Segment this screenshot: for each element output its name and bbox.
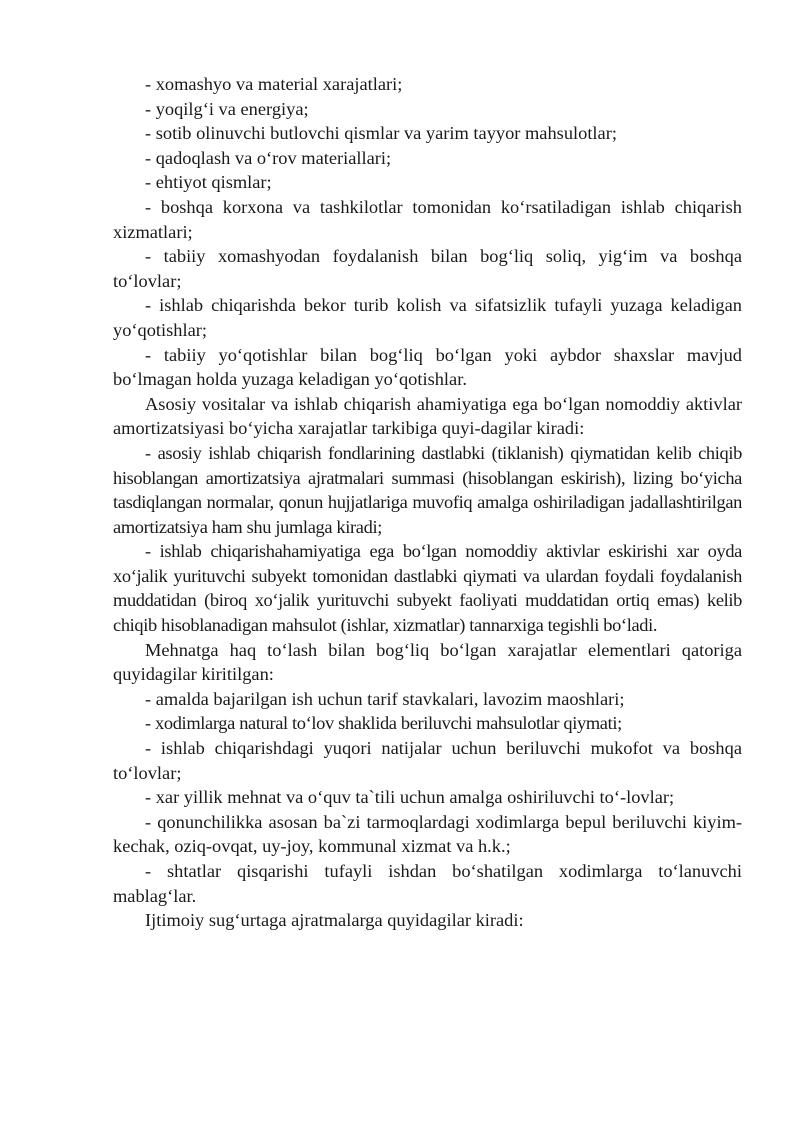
body-paragraph: Asosiy vositalar va ishlab chiqarish ahamiyatiga ega bo‘lgan nomoddiy aktivlar amortizatsiyasi bo‘yicha xarajatlar tarkibiga quyi-dagilar kiradi:: [113, 393, 742, 439]
list-item: - yoqilg‘i va energiya;: [145, 98, 309, 119]
list-item: - boshqa korxona va tashkilotlar tomonidan ko‘rsatiladigan ishlab chiqarish xizmatlari;: [113, 196, 742, 242]
list-item: - ishlab chiqarishahamiyatiga ega bo‘lgan nomoddiy aktivlar eskirishi xar oyda xo‘jalik yurituvchi subyekt tomonidan dastlabki qiymati va ulardan foydali foydalanish muddatidan (biroq xo‘jalik yurituvchi subyekt faoliyati muddatidan ortiq emas) kelib chiqib hisoblanadigan mahsulot (ishlar, xizmatlar) tannarxiga tegishli bo‘ladi.: [113, 541, 742, 636]
list-item: - ishlab chiqarishdagi yuqori natijalar uchun beriluvchi mukofot va boshqa to‘lovlar;: [113, 738, 742, 783]
list-item: - asosiy ishlab chiqarish fondlarining dastlabki (tiklanish) qiymatidan kelib chiqib hisoblangan amortizatsiya ajratmalari summasi (hisoblangan eskirish), lizing bo‘yicha tasdiqlangan normalar, qonun hujjatlariga muvofiq amalga oshiriladigan jadallashtirilgan amortizatsiya ham shu jumlaga kiradi;: [113, 442, 742, 537]
list-item: - qonunchilikka asosan ba`zi tarmoqlardagi xodimlarga bepul beriluvchi kiyim-kechak, oziq-ovqat, uy-joy, kommunal xizmat va h.k.;: [113, 811, 742, 857]
list-item: - tabiiy yo‘qotishlar bilan bog‘liq bo‘lgan yoki aybdor shaxslar mavjud bo‘lmagan holda yuzaga keladigan yo‘qotishlar.: [113, 344, 742, 390]
list-item: - ishlab chiqarishda bekor turib kolish va sifatsizlik tufayli yuzaga keladigan yo‘qotishlar;: [113, 295, 742, 340]
list-item: - amalda bajarilgan ish uchun tarif stavkalari, lavozim maoshlari;: [145, 688, 625, 709]
list-item: - sotib olinuvchi butlovchi qismlar va yarim tayyor mahsulotlar;: [145, 123, 617, 144]
list-item: - xomashyo va material xarajatlari;: [145, 74, 403, 94]
body-paragraph: Ijtimoiy sug‘urtaga ajratmalarga quyidagilar kiradi:: [145, 910, 524, 931]
document-page: [113, 72, 742, 933]
list-item: - xar yillik mehnat va o‘quv ta`tili uchun amalga oshiriluvchi to‘-lovlar;: [145, 787, 675, 808]
list-item: - xodimlarga natural to‘lov shaklida beriluvchi mahsulotlar qiymati;: [145, 713, 622, 734]
list-item: - tabiiy xomashyodan foydalanish bilan bog‘liq soliq, yig‘im va boshqa to‘lovlar;: [113, 246, 742, 291]
body-paragraph: Mehnatga haq to‘lash bilan bog‘liq bo‘lgan xarajatlar elementlari qatoriga quyidagilar kiritilgan:: [113, 639, 742, 685]
list-item: - ehtiyot qismlar;: [145, 172, 272, 193]
list-item: - shtatlar qisqarishi tufayli ishdan bo‘shatilgan xodimlarga to‘lanuvchi mablag‘lar.: [113, 861, 742, 906]
list-item: - qadoqlash va o‘rov materiallari;: [145, 147, 392, 168]
